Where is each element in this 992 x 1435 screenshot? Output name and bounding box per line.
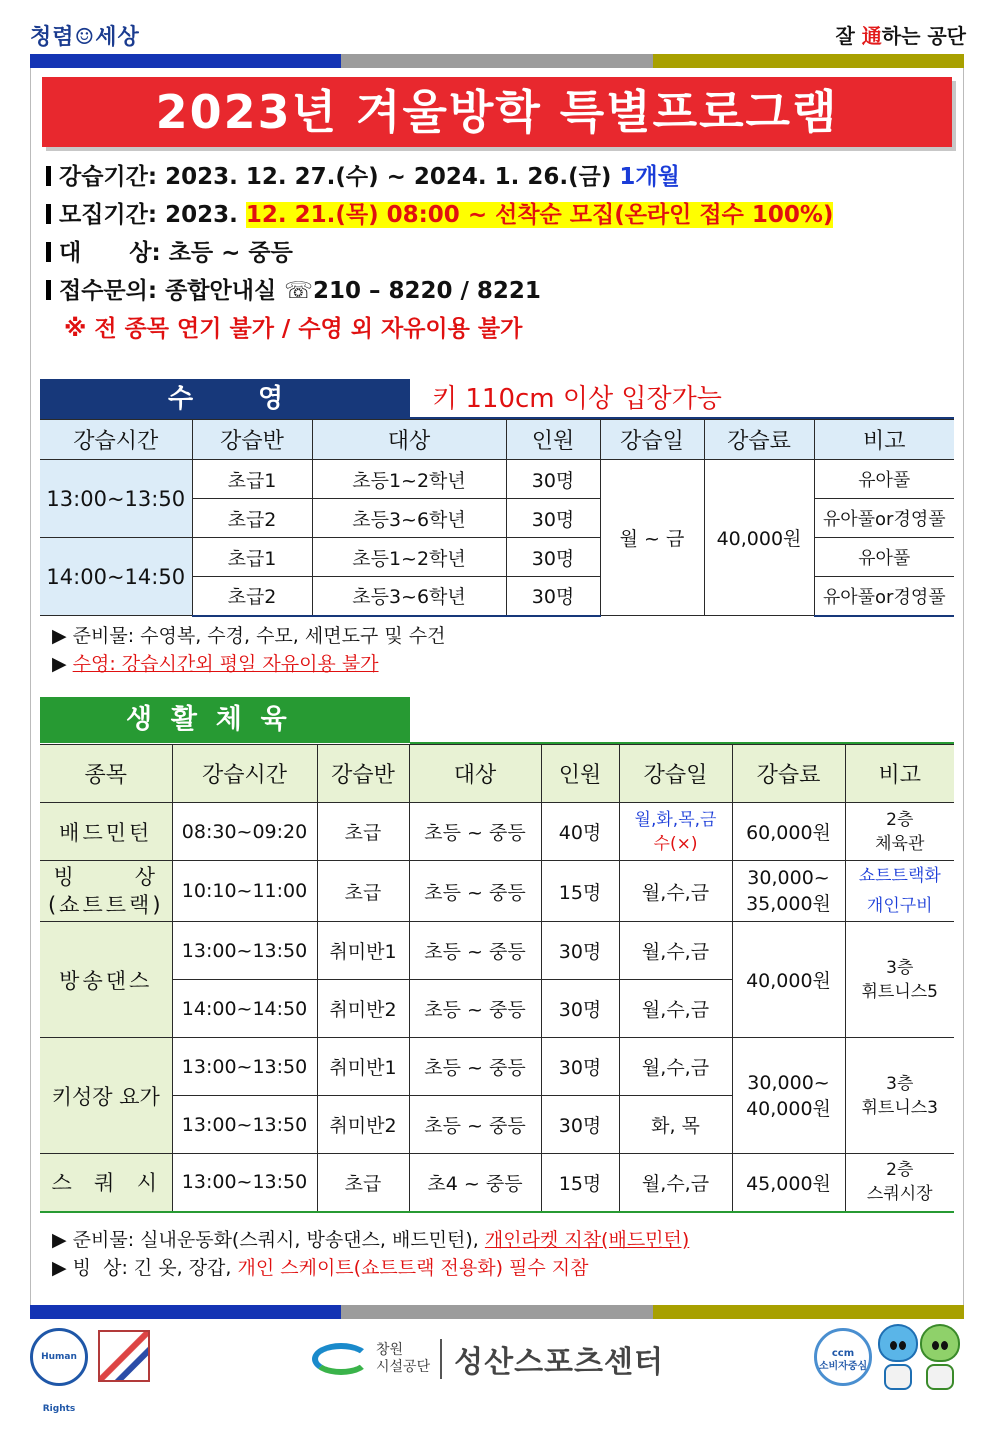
slogan-red: 通 [861, 24, 882, 48]
swim-head-b: 영 [258, 384, 284, 414]
yoga-name: 키성장 요가 [40, 1038, 172, 1154]
squash-fee: 45,000원 [732, 1154, 845, 1212]
swim-class: 초급2 [192, 499, 312, 538]
swim-time-1: 13:00~13:50 [40, 460, 192, 538]
table-row [40, 1154, 954, 1212]
swim-count: 30명 [506, 460, 600, 499]
swim-notes [52, 622, 445, 678]
badminton-days-2: 수(×) [653, 833, 698, 854]
org-line-1: 창원 [376, 1342, 404, 1358]
dance-note-2: 휘트니스5 [861, 981, 938, 1002]
dance-days: 월,수,금 [619, 922, 732, 980]
squash-note [845, 1154, 954, 1212]
yoga-note-1: 3층 [886, 1073, 914, 1094]
sports-head-text: 생 활 체 육 [126, 704, 287, 735]
dance-time: 13:00~13:50 [172, 922, 317, 980]
skating-count: 15명 [541, 861, 619, 922]
yoga-time: 13:00~13:50 [172, 1096, 317, 1154]
logo-divider [440, 1339, 442, 1379]
swim-count: 30명 [506, 577, 600, 616]
yoga-note [845, 1038, 954, 1154]
dance-count: 30명 [541, 980, 619, 1038]
blue-mascot-icon [878, 1324, 918, 1390]
recruit-line [46, 196, 946, 234]
dance-fee: 40,000원 [732, 922, 845, 1038]
dance-count: 30명 [541, 922, 619, 980]
swim-col-days: 강습일 [600, 420, 704, 460]
swim-col-fee: 강습료 [704, 420, 814, 460]
table-row [40, 861, 954, 922]
period-value: 2023. 12. 27.(수) ~ 2024. 1. 26.(금) [165, 164, 620, 190]
slogan-post: 하는 공단 [881, 24, 966, 48]
skating-class: 초급 [317, 861, 409, 922]
table-row [40, 538, 954, 577]
yoga-days: 화, 목 [619, 1096, 732, 1154]
badminton-note-1: 2층 [886, 809, 914, 830]
sports-bullet-1-red: 개인라켓 지참(배드민턴) [484, 1229, 690, 1251]
dance-target: 초등 ~ 중등 [409, 980, 541, 1038]
dance-note [845, 922, 954, 1038]
sports-col-fee: 강습료 [732, 745, 845, 803]
swim-header-row [40, 420, 954, 460]
green-mascot-icon [920, 1324, 960, 1390]
swim-days: 월 ~ 금 [600, 460, 704, 616]
yoga-count: 30명 [541, 1096, 619, 1154]
swim-class: 초급2 [192, 577, 312, 616]
yoga-note-2: 휘트니스3 [861, 1097, 938, 1118]
swim-target: 초등3~6학년 [312, 577, 506, 616]
squash-name: 스 쿼 시 [40, 1154, 172, 1212]
swim-col-time: 강습시간 [40, 420, 192, 460]
swim-col-class: 강습반 [192, 420, 312, 460]
dance-class: 취미반1 [317, 922, 409, 980]
sports-bullet-2-red: 개인 스케이트(쇼트트랙 전용화) 필수 지참 [237, 1257, 589, 1279]
skating-fee-2: 35,000원 [746, 893, 831, 915]
sports-col-note: 비고 [845, 745, 954, 803]
squash-time: 13:00~13:50 [172, 1154, 317, 1212]
swim-table [40, 419, 954, 617]
swim-col-count: 인원 [506, 420, 600, 460]
squash-days: 월,수,금 [619, 1154, 732, 1212]
contact-value: 종합안내실 ☏210 – 8220 / 8221 [165, 278, 541, 304]
sports-section-header [40, 697, 410, 743]
swim-fee: 40,000원 [704, 460, 814, 616]
ccm-line-2: 소비자중심 [818, 1361, 868, 1372]
skating-days: 월,수,금 [619, 861, 732, 922]
swim-target: 초등1~2학년 [312, 460, 506, 499]
swim-class: 초급1 [192, 460, 312, 499]
swim-note: 유아풀or경영풀 [814, 577, 954, 616]
badminton-note [845, 803, 954, 861]
contact-label: 접수문의: [59, 278, 158, 304]
swoosh-icon [312, 1343, 370, 1375]
badminton-time: 08:30~09:20 [172, 803, 317, 861]
squash-count: 15명 [541, 1154, 619, 1212]
badminton-note-2: 체육관 [875, 833, 925, 854]
swim-time-2: 14:00~14:50 [40, 538, 192, 616]
recruit-value-pre: 2023. [165, 202, 246, 228]
squash-note-2: 스쿼시장 [866, 1184, 933, 1205]
sports-table [40, 744, 954, 1213]
swim-count: 30명 [506, 538, 600, 577]
swim-note: 유아풀or경영풀 [814, 499, 954, 538]
yoga-fee-1: 30,000~ [747, 1071, 830, 1094]
swim-bullet-2-red: 수영: 강습시간외 평일 자유이용 불가 [72, 653, 379, 675]
yoga-count: 30명 [541, 1038, 619, 1096]
table-row [40, 803, 954, 861]
swim-target: 초등3~6학년 [312, 499, 506, 538]
target-label: 대 상: [59, 240, 161, 266]
sports-col-days: 강습일 [619, 745, 732, 803]
swim-section-header [40, 379, 410, 419]
slogan [835, 20, 966, 49]
ccm-line-1: ccm [831, 1348, 855, 1359]
swim-col-note: 비고 [814, 420, 954, 460]
warning-text: ※ 전 종목 연기 불가 / 수영 외 자유이용 불가 [64, 316, 523, 342]
sports-col-count: 인원 [541, 745, 619, 803]
skating-name [40, 861, 172, 922]
skating-note-1: 쇼트트랙화 [858, 866, 941, 886]
skating-name-2: (쇼트트랙) [47, 893, 164, 917]
skating-note [845, 861, 954, 922]
top-stripe [30, 54, 964, 68]
certification-mark-icon [98, 1330, 150, 1382]
dance-time: 14:00~14:50 [172, 980, 317, 1038]
badminton-days-1: 월,화,목,금 [634, 809, 717, 830]
yoga-fee [732, 1038, 845, 1154]
table-row [40, 1038, 954, 1096]
swim-height-note: 키 110cm 이상 입장가능 [432, 384, 722, 414]
yoga-class: 취미반2 [317, 1096, 409, 1154]
org-line-2: 시설공단 [376, 1359, 431, 1375]
period-label: 강습기간: [59, 164, 158, 190]
skating-fee-1: 30,000~ [747, 867, 830, 889]
yoga-fee-2: 40,000원 [746, 1097, 831, 1120]
sports-bullet-2-prefix: ▶ 빙 상: 긴 옷, 장갑, [52, 1257, 238, 1279]
period-extra: 1개월 [619, 164, 680, 190]
swim-bullet-1: ▶ 준비물: 수영복, 수경, 수모, 세면도구 및 수건 [52, 625, 446, 647]
info-block [46, 158, 946, 348]
sports-header-row [40, 745, 954, 803]
table-row [40, 922, 954, 980]
dance-name: 방송댄스 [40, 922, 172, 1038]
squash-target: 초4 ~ 중등 [409, 1154, 541, 1212]
bottom-stripe [30, 1305, 964, 1319]
center-logo [312, 1336, 664, 1382]
badminton-count: 40명 [541, 803, 619, 861]
swim-bullet-2-prefix: ▶ [52, 653, 73, 675]
sports-col-class: 강습반 [317, 745, 409, 803]
footer [30, 1320, 964, 1414]
swim-note: 유아풀 [814, 460, 954, 499]
page-title: 2023년 겨울방학 특별프로그램 [42, 77, 952, 147]
swim-class: 초급1 [192, 538, 312, 577]
sports-notes [52, 1226, 689, 1282]
period-line [46, 158, 946, 196]
yoga-days: 월,수,금 [619, 1038, 732, 1096]
org-name [376, 1342, 430, 1376]
human-rights-badge-icon [30, 1328, 88, 1414]
skating-target: 초등 ~ 중등 [409, 861, 541, 922]
sports-bullet-2 [52, 1254, 689, 1282]
badminton-class: 초급 [317, 803, 409, 861]
dance-days: 월,수,금 [619, 980, 732, 1038]
yoga-time: 13:00~13:50 [172, 1038, 317, 1096]
recruit-value-highlight: 12. 21.(목) 08:00 ~ 선착순 모집(온라인 접수 100%) [245, 202, 834, 228]
badminton-name: 배드민턴 [40, 803, 172, 861]
sports-col-name: 종목 [40, 745, 172, 803]
ccm-badge-icon [814, 1328, 872, 1386]
dance-target: 초등 ~ 중등 [409, 922, 541, 980]
dance-note-1: 3층 [886, 957, 914, 978]
slogan-pre: 잘 [835, 24, 862, 48]
swim-head-a: 수 [168, 384, 194, 414]
swim-col-target: 대상 [312, 420, 506, 460]
skating-fee [732, 861, 845, 922]
center-name: 성산스포츠센터 [454, 1345, 664, 1380]
badminton-days [619, 803, 732, 861]
badminton-fee: 60,000원 [732, 803, 845, 861]
sports-bullet-1 [52, 1226, 689, 1254]
contact-line [46, 272, 946, 310]
yoga-target: 초등 ~ 중등 [409, 1096, 541, 1154]
squash-class: 초급 [317, 1154, 409, 1212]
squash-note-1: 2층 [886, 1160, 914, 1181]
integrity-logo: 청렴☺세상 [30, 24, 140, 50]
dance-class: 취미반2 [317, 980, 409, 1038]
skating-note-2: 개인구비 [866, 896, 933, 916]
swim-target: 초등1~2학년 [312, 538, 506, 577]
swim-count: 30명 [506, 499, 600, 538]
sports-bullet-1-prefix: ▶ 준비물: 실내운동화(스쿼시, 방송댄스, 배드민턴), [52, 1229, 485, 1251]
skating-name-1: 빙 상 [53, 865, 159, 889]
target-line [46, 234, 946, 272]
badminton-target: 초등 ~ 중등 [409, 803, 541, 861]
skating-time: 10:10~11:00 [172, 861, 317, 922]
table-row [40, 460, 954, 499]
yoga-class: 취미반1 [317, 1038, 409, 1096]
badge-left-text: Human Rights [41, 1352, 77, 1414]
sports-col-time: 강습시간 [172, 745, 317, 803]
swim-bullet-2 [52, 650, 445, 678]
swim-note: 유아풀 [814, 538, 954, 577]
sports-col-target: 대상 [409, 745, 541, 803]
target-value: 초등 ~ 중등 [168, 240, 293, 266]
recruit-label: 모집기간: [59, 202, 158, 228]
yoga-target: 초등 ~ 중등 [409, 1038, 541, 1096]
